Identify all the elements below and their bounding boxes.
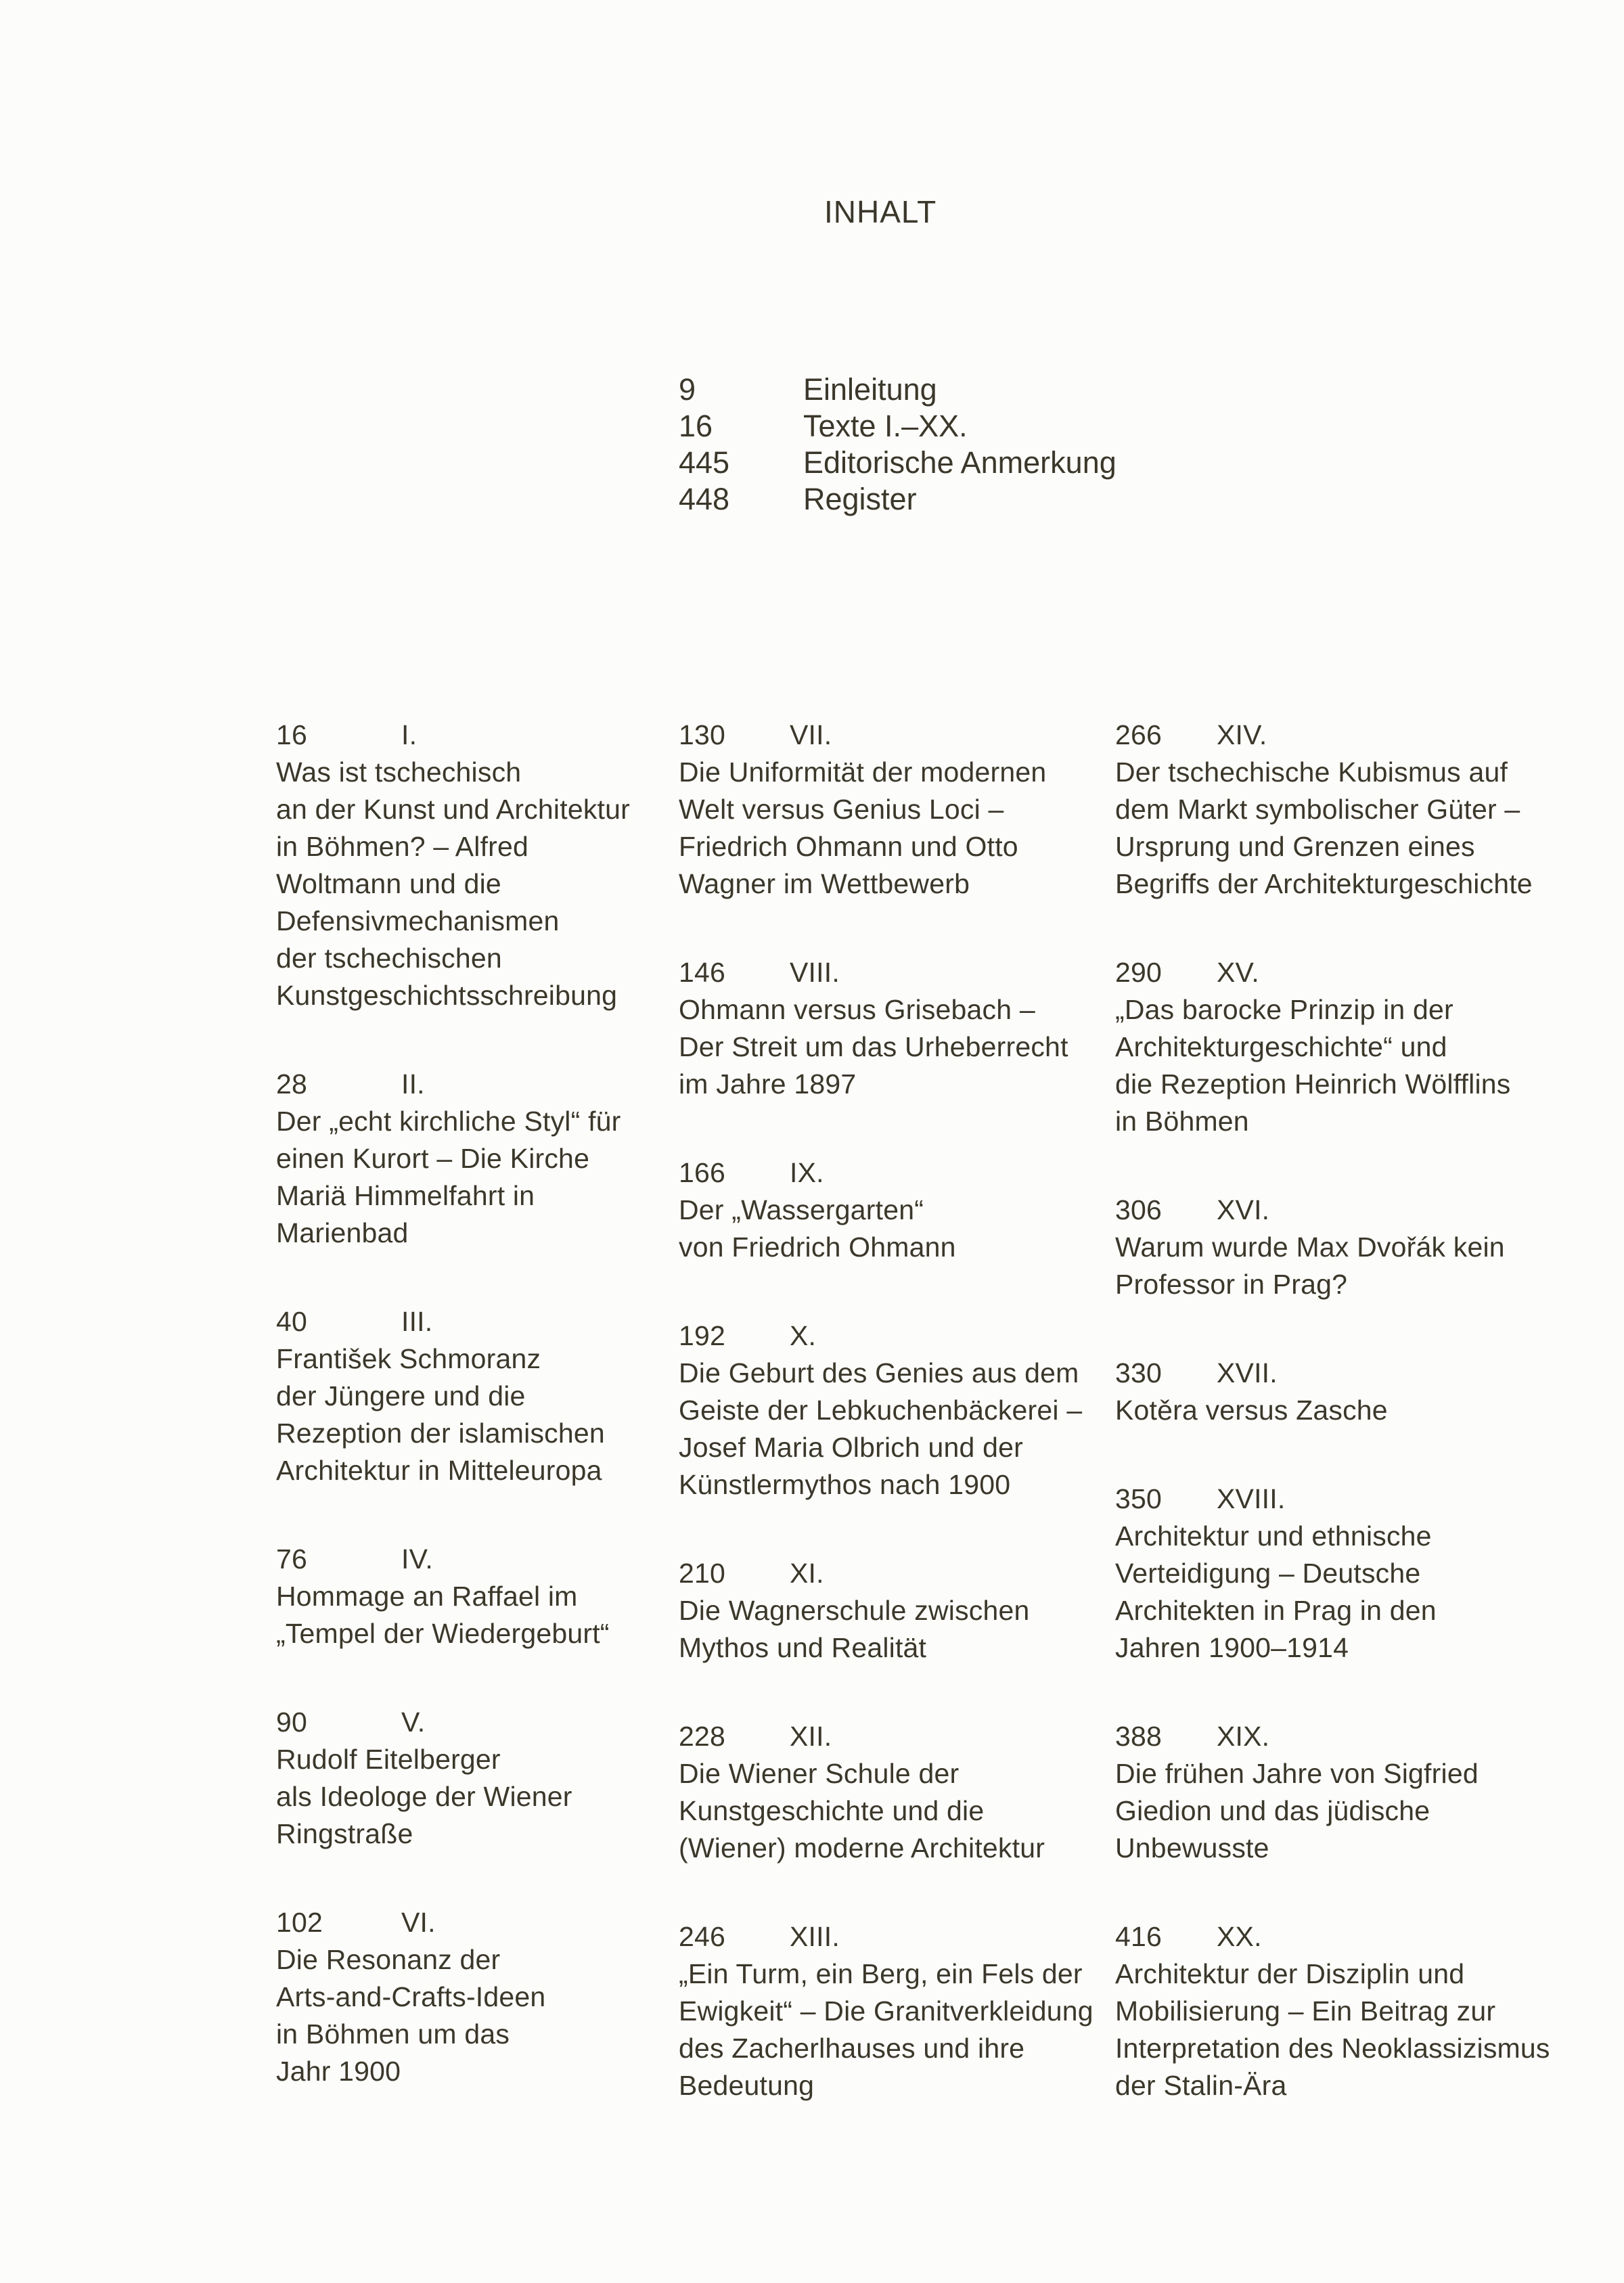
entry-roman-numeral: XV. bbox=[1217, 957, 1259, 988]
entry-page-number: 102 bbox=[276, 1907, 323, 1938]
toc-entry bbox=[679, 1918, 1093, 2104]
entry-title-line: die Rezeption Heinrich Wölfflins bbox=[1115, 1068, 1511, 1100]
front-label: Texte I.–XX. bbox=[803, 409, 968, 443]
front-page-number: 16 bbox=[679, 409, 713, 443]
toc-entry-header bbox=[276, 1303, 630, 1340]
toc-entry-header bbox=[276, 1904, 630, 1941]
entry-title-line: Der „Wassergarten“ bbox=[679, 1194, 924, 1225]
entry-title-line: Rudolf Eitelberger bbox=[276, 1744, 501, 1775]
toc-entry bbox=[1115, 954, 1550, 1140]
entry-title-line: (Wiener) moderne Architektur bbox=[679, 1832, 1045, 1863]
entry-title-line: in Böhmen bbox=[1115, 1106, 1249, 1137]
entry-title-line: Interpretation des Neoklassizismus bbox=[1115, 2033, 1550, 2064]
toc-entry bbox=[1115, 1355, 1550, 1429]
entry-title-line: Ursprung und Grenzen eines bbox=[1115, 831, 1475, 862]
entry-title-line: an der Kunst und Architektur bbox=[276, 794, 630, 825]
toc-entry bbox=[679, 717, 1093, 903]
entry-title-line: Mobilisierung – Ein Beitrag zur bbox=[1115, 1995, 1496, 2027]
toc-entry-header bbox=[1115, 1192, 1550, 1229]
entry-title-line: Bedeutung bbox=[679, 2070, 815, 2101]
entry-page-number: 166 bbox=[679, 1157, 726, 1188]
entry-roman-numeral: XIV. bbox=[1217, 719, 1267, 750]
toc-entry bbox=[276, 1303, 630, 1489]
toc-entry bbox=[679, 954, 1093, 1103]
toc-entry bbox=[1115, 1918, 1550, 2104]
toc-entry-header bbox=[1115, 954, 1550, 991]
entry-title-line: als Ideologe der Wiener bbox=[276, 1781, 572, 1812]
toc-entry bbox=[679, 1555, 1093, 1667]
front-page-number: 445 bbox=[679, 445, 730, 480]
entry-title-line: Geiste der Lebkuchenbäckerei – bbox=[679, 1395, 1083, 1426]
entry-title-line: Unbewusste bbox=[1115, 1832, 1269, 1863]
entry-title-line: des Zacherlhauses und ihre bbox=[679, 2033, 1025, 2064]
toc-entry-header bbox=[276, 717, 630, 754]
toc-entry-header bbox=[276, 1704, 630, 1741]
entry-title-line: dem Markt symbolischer Güter – bbox=[1115, 794, 1520, 825]
entry-title-line: Die Geburt des Genies aus dem bbox=[679, 1357, 1079, 1388]
toc-entry-header bbox=[1115, 717, 1550, 754]
entry-roman-numeral: XVII. bbox=[1217, 1357, 1278, 1388]
entry-title-line: Jahr 1900 bbox=[276, 2056, 401, 2087]
toc-entry-header bbox=[679, 1317, 1093, 1355]
entry-page-number: 76 bbox=[276, 1543, 308, 1575]
entry-title-line: Ohmann versus Grisebach – bbox=[679, 994, 1035, 1025]
toc-column-1 bbox=[276, 717, 630, 2142]
entry-title-line: Mythos und Realität bbox=[679, 1632, 927, 1663]
front-matter-row bbox=[679, 445, 1116, 481]
toc-entry bbox=[276, 1904, 630, 2090]
entry-roman-numeral: XII. bbox=[790, 1721, 832, 1752]
entry-roman-numeral: XVIII. bbox=[1217, 1483, 1286, 1514]
entry-title-line: im Jahre 1897 bbox=[679, 1068, 857, 1100]
entry-roman-numeral: XI. bbox=[790, 1558, 824, 1589]
entry-page-number: 210 bbox=[679, 1558, 726, 1589]
entry-page-number: 266 bbox=[1115, 719, 1163, 750]
entry-roman-numeral: V. bbox=[401, 1706, 426, 1738]
entry-page-number: 416 bbox=[1115, 1921, 1163, 1952]
entry-title-line: Warum wurde Max Dvořák kein bbox=[1115, 1231, 1505, 1263]
entry-title-line: Friedrich Ohmann und Otto bbox=[679, 831, 1018, 862]
entry-title-line: Die Wagnerschule zwischen bbox=[679, 1595, 1030, 1626]
toc-entry bbox=[679, 1154, 1093, 1266]
entry-title-line: František Schmoranz bbox=[276, 1343, 541, 1374]
entry-roman-numeral: XIX. bbox=[1217, 1721, 1270, 1752]
entry-title-line: Kunstgeschichtsschreibung bbox=[276, 980, 618, 1011]
entry-roman-numeral: XIII. bbox=[790, 1921, 840, 1952]
entry-title-line: Kunstgeschichte und die bbox=[679, 1795, 985, 1826]
entry-title-line: Rezeption der islamischen bbox=[276, 1418, 605, 1449]
entry-page-number: 306 bbox=[1115, 1194, 1163, 1225]
entry-page-number: 290 bbox=[1115, 957, 1163, 988]
entry-page-number: 28 bbox=[276, 1068, 308, 1100]
entry-title-line: der Stalin-Ära bbox=[1115, 2070, 1287, 2101]
entry-title-line: Ewigkeit“ – Die Granitverkleidung bbox=[679, 1995, 1093, 2027]
front-label: Register bbox=[803, 482, 917, 516]
page-title: INHALT bbox=[824, 194, 937, 229]
entry-title-line: Die frühen Jahre von Sigfried bbox=[1115, 1758, 1479, 1789]
entry-page-number: 330 bbox=[1115, 1357, 1163, 1388]
entry-page-number: 90 bbox=[276, 1706, 308, 1738]
entry-roman-numeral: VI. bbox=[401, 1907, 436, 1938]
toc-column-2 bbox=[679, 717, 1093, 2156]
entry-title-line: Was ist tschechisch bbox=[276, 756, 522, 788]
toc-entry-header bbox=[1115, 1718, 1550, 1755]
front-label: Einleitung bbox=[803, 372, 937, 407]
front-matter-row bbox=[679, 408, 1116, 445]
entry-title-line: Die Wiener Schule der bbox=[679, 1758, 960, 1789]
entry-page-number: 192 bbox=[679, 1320, 726, 1351]
toc-entry bbox=[1115, 1480, 1550, 1667]
entry-page-number: 388 bbox=[1115, 1721, 1163, 1752]
entry-title-line: „Tempel der Wiedergeburt“ bbox=[276, 1618, 610, 1649]
toc-entry-header bbox=[276, 1066, 630, 1103]
entry-title-line: Jahren 1900–1914 bbox=[1115, 1632, 1349, 1663]
entry-roman-numeral: IV. bbox=[401, 1543, 433, 1575]
toc-entry bbox=[276, 1066, 630, 1252]
entry-page-number: 228 bbox=[679, 1721, 726, 1752]
entry-title-line: Architektur der Disziplin und bbox=[1115, 1958, 1465, 1989]
toc-entry bbox=[1115, 717, 1550, 903]
entry-title-line: Begriffs der Architekturgeschichte bbox=[1115, 868, 1533, 899]
entry-title-line: Kotěra versus Zasche bbox=[1115, 1395, 1388, 1426]
entry-title-line: Verteidigung – Deutsche bbox=[1115, 1558, 1421, 1589]
entry-title-line: Architekten in Prag in den bbox=[1115, 1595, 1437, 1626]
entry-title-line: Architektur und ethnische bbox=[1115, 1520, 1432, 1552]
toc-entry-header bbox=[679, 954, 1093, 991]
entry-roman-numeral: II. bbox=[401, 1068, 425, 1100]
entry-title-line: Der Streit um das Urheberrecht bbox=[679, 1031, 1068, 1062]
toc-entry-header bbox=[1115, 1355, 1550, 1392]
entry-title-line: „Das barocke Prinzip in der bbox=[1115, 994, 1453, 1025]
toc-entry-header bbox=[679, 1718, 1093, 1755]
entry-title-line: Architektur in Mitteleuropa bbox=[276, 1455, 602, 1486]
entry-title-line: Architekturgeschichte“ und bbox=[1115, 1031, 1447, 1062]
entry-title-line: von Friedrich Ohmann bbox=[679, 1231, 956, 1263]
entry-title-line: „Ein Turm, ein Berg, ein Fels der bbox=[679, 1958, 1083, 1989]
toc-column-3 bbox=[1115, 717, 1550, 2156]
entry-title-line: Ringstraße bbox=[276, 1818, 413, 1849]
entry-title-line: Künstlermythos nach 1900 bbox=[679, 1469, 1011, 1500]
entry-roman-numeral: XX. bbox=[1217, 1921, 1262, 1952]
entry-page-number: 16 bbox=[276, 719, 308, 750]
front-label: Editorische Anmerkung bbox=[803, 445, 1116, 480]
toc-entry-header bbox=[1115, 1480, 1550, 1518]
toc-entry-header bbox=[679, 1555, 1093, 1592]
entry-roman-numeral: IX. bbox=[790, 1157, 824, 1188]
toc-entry bbox=[679, 1317, 1093, 1504]
entry-title-line: Die Uniformität der modernen bbox=[679, 756, 1047, 788]
entry-title-line: Hommage an Raffael im bbox=[276, 1581, 578, 1612]
entry-roman-numeral: XVI. bbox=[1217, 1194, 1270, 1225]
toc-entry bbox=[276, 717, 630, 1014]
toc-entry-header bbox=[679, 1154, 1093, 1192]
entry-roman-numeral: III. bbox=[401, 1306, 433, 1337]
toc-entry bbox=[276, 1541, 630, 1652]
toc-entry-header bbox=[679, 717, 1093, 754]
entry-roman-numeral: VII. bbox=[790, 719, 832, 750]
entry-title-line: der tschechischen bbox=[276, 943, 502, 974]
entry-title-line: Welt versus Genius Loci – bbox=[679, 794, 1004, 825]
entry-page-number: 350 bbox=[1115, 1483, 1163, 1514]
entry-title-line: Marienbad bbox=[276, 1217, 409, 1248]
toc-entry bbox=[679, 1718, 1093, 1867]
front-page-number: 448 bbox=[679, 482, 730, 516]
entry-title-line: Der tschechische Kubismus auf bbox=[1115, 756, 1508, 788]
toc-entry bbox=[276, 1704, 630, 1853]
entry-title-line: Arts-and-Crafts-Ideen bbox=[276, 1981, 546, 2012]
entry-title-line: Josef Maria Olbrich und der bbox=[679, 1432, 1024, 1463]
entry-title-line: in Böhmen um das bbox=[276, 2018, 510, 2050]
entry-title-line: einen Kurort – Die Kirche bbox=[276, 1143, 590, 1174]
front-page-number: 9 bbox=[679, 372, 696, 407]
entry-page-number: 146 bbox=[679, 957, 726, 988]
entry-title-line: Woltmann und die bbox=[276, 868, 501, 899]
toc-entry-header bbox=[276, 1541, 630, 1578]
entry-roman-numeral: X. bbox=[790, 1320, 817, 1351]
entry-page-number: 130 bbox=[679, 719, 726, 750]
entry-title-line: Die Resonanz der bbox=[276, 1944, 501, 1975]
entry-page-number: 40 bbox=[276, 1306, 308, 1337]
entry-title-line: Wagner im Wettbewerb bbox=[679, 868, 970, 899]
front-matter-row bbox=[679, 481, 1116, 518]
entry-roman-numeral: VIII. bbox=[790, 957, 840, 988]
entry-title-line: Mariä Himmelfahrt in bbox=[276, 1180, 535, 1211]
entry-roman-numeral: I. bbox=[401, 719, 418, 750]
entry-title-line: in Böhmen? – Alfred bbox=[276, 831, 529, 862]
toc-entry-header bbox=[679, 1918, 1093, 1956]
entry-title-line: Professor in Prag? bbox=[1115, 1269, 1348, 1300]
toc-entry bbox=[1115, 1718, 1550, 1867]
front-matter-list bbox=[679, 371, 1116, 518]
toc-entry bbox=[1115, 1192, 1550, 1303]
entry-title-line: Giedion und das jüdische bbox=[1115, 1795, 1430, 1826]
entry-title-line: Defensivmechanismen bbox=[276, 905, 560, 936]
entry-page-number: 246 bbox=[679, 1921, 726, 1952]
front-matter-row bbox=[679, 371, 1116, 408]
entry-title-line: Der „echt kirchliche Styl“ für bbox=[276, 1106, 621, 1137]
entry-title-line: der Jüngere und die bbox=[276, 1380, 526, 1411]
toc-entry-header bbox=[1115, 1918, 1550, 1956]
